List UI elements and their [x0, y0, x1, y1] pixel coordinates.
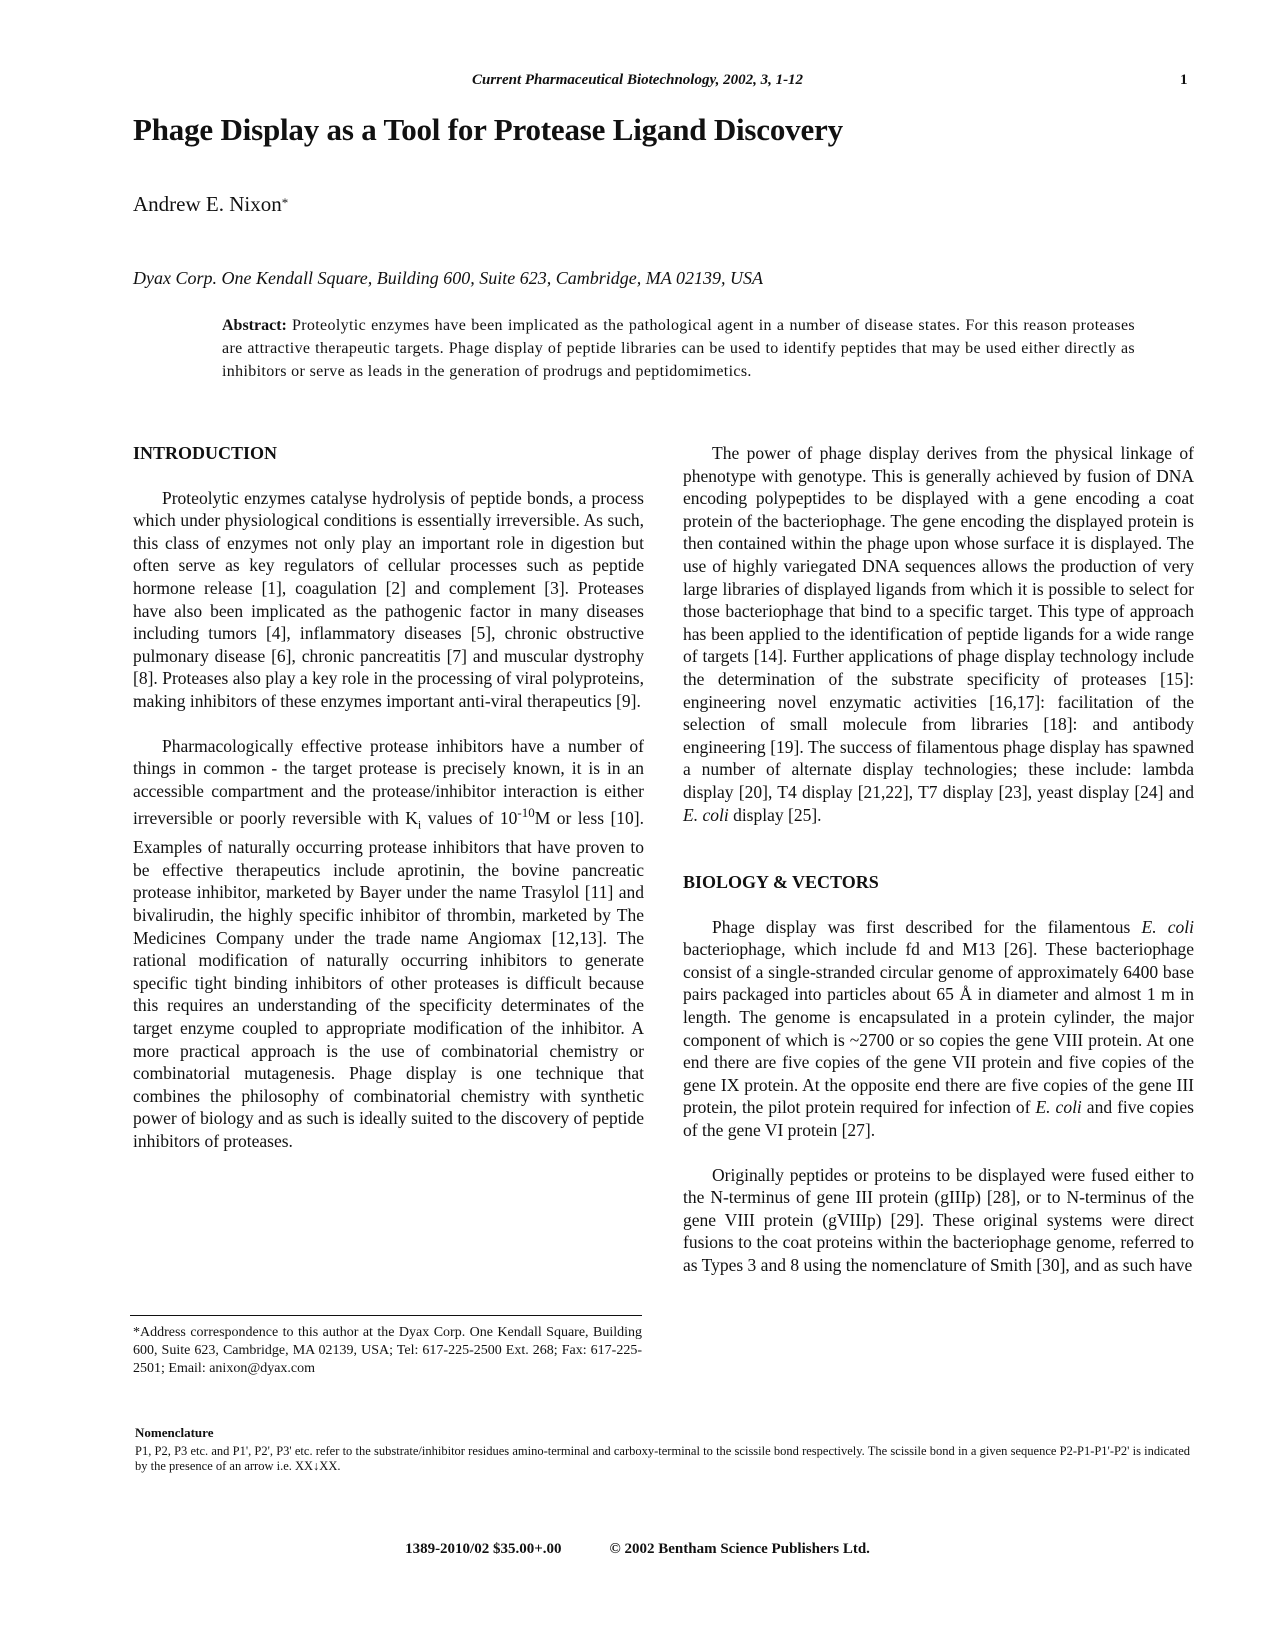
issn-price: 1389-2010/02 $35.00+.00	[405, 1541, 562, 1557]
author-line	[133, 192, 288, 217]
nomenclature-text: P1, P2, P3 etc. and P1', P2', P3' etc. refer to the substrate/inhibitor residues amino-terminal and carboxy-terminal to the scissile bond respectively. The scissile bond in a given sequence P2-P1-P1'-P2' is indicated by the presence of an arrow i.e. XX↓XX.	[135, 1444, 1190, 1473]
footnote-divider	[130, 1315, 642, 1316]
copyright: © 2002 Bentham Science Publishers Ltd.	[609, 1541, 870, 1557]
intro-paragraph-1: Proteolytic enzymes catalyse hydrolysis of peptide bonds, a process which under physiological conditions is essentially irreversible. As such, this class of enzymes not only play an important role in digestion but often serve as key regulators of cellular processes such as peptide hormone release [1], coagulation [2] and complement [3]. Proteases have also been implicated as the pathogenic factor in many diseases including tumors [4], inflammatory diseases [5], chronic obstructive pulmonary disease [6], chronic pancreatitis [7] and muscular dystrophy [8]. Proteases also play a key role in the processing of viral polyproteins, making inhibitors of these enzymes important anti-viral therapeutics [9].	[133, 487, 644, 711]
intro-paragraph-2: Pharmacologically effective protease inhibitors have a number of things in common - the target protease is precisely known, it is in an accessible compartment and the protease/inhibitor interaction is either irreversible or poorly reversible with $K_i$ values of $10^{-10}M$ or less [10]. Examples of naturally occurring protease inhibitors that have proven to be effective therapeutics include aprotinin, the bovine pancreatic protease inhibitor, marketed by Bayer under the name Trasylol [11] and bivalirudin, the highly specific inhibitor of thrombin, marketed by The Medicines Company under the trade name Angiomax [12,13]. The rational modification of naturally occurring inhibitors to generate specific tight binding inhibitors of other proteases is difficult because this requires an understanding of the specificity determinates of the target enzyme coupled to appropriate modification of the inhibitor. A more practical approach is the use of combinatorial chemistry or combinatorial mutagenesis. Phage display is one technique that combines the philosophy of combinatorial chemistry with synthetic power of biology and as such is ideally suited to the discovery of peptide inhibitors of proteases.	[133, 735, 644, 1151]
right-paragraph-1: The power of phage display derives from the physical linkage of phenotype with genotype. This is generally achieved by fusion of DNA encoding polypeptides to be displayed with a gene encoding a coat protein of the bacteriophage. The gene encoding the displayed protein is then contained within the phage upon whose surface it is displayed. The use of highly variegated DNA sequences allows the production of very large libraries of displayed ligands from which it is possible to select for those bacteriophage that bind to a specific target. This type of approach has been applied to the identification of peptide ligands for a wide range of targets [14]. Further applications of phage display technology include the determination of the substrate specificity of proteases [15]: engineering novel enzymatic activities [16,17]: facilitation of the selection of small molecule from libraries [18]: and antibody engineering [19]. The success of filamentous phage display has spawned a number of alternate display technologies; these include: lambda display [20], T4 display [21,22], T7 display [23], yeast display [24] and E. coli display [25].	[683, 443, 1194, 825]
affiliation: Dyax Corp. One Kendall Square, Building 600, Suite 623, Cambridge, MA 02139, USA	[133, 268, 763, 288]
nomenclature-title: Nomenclature	[135, 1425, 214, 1440]
correspondence-footnote: *Address correspondence to this author at the Dyax Corp. One Kendall Square, Building 600, Suite 623, Cambridge, MA 02139, USA; Tel: 617-225-2500 Ext. 268; Fax: 617-225-2501; Email: anixon@dyax.com	[133, 1325, 642, 1376]
page-number: 1	[1180, 72, 1188, 88]
biology-vectors-heading: BIOLOGY & VECTORS	[683, 872, 879, 893]
biology-paragraph-2: Originally peptides or proteins to be displayed were fused either to the N-terminus of gene III protein (gIIIp) [28], or to N-terminus of the gene VIII protein (gVIIIp) [29]. These original systems were direct fusions to the coat proteins within the bacteriophage genome, referred to as Types 3 and 8 using the nomenclature of Smith [30], and as such have	[683, 1164, 1194, 1275]
left-column	[133, 442, 644, 1153]
abstract-label: Abstract:	[222, 317, 287, 334]
article-title: Phage Display as a Tool for Protease Ligand Discovery	[133, 112, 843, 147]
introduction-heading: INTRODUCTION	[133, 443, 278, 463]
abstract-text: Proteolytic enzymes have been implicated as the pathological agent in a number of disease states. For this reason proteases are attractive therapeutic targets. Phage display of peptide libraries can be used to identify peptides that may be used either directly as inhibitors or serve as leads in the generation of prodrugs and peptidomimetics.	[222, 317, 1135, 380]
page-footer	[0, 1541, 1275, 1558]
journal-header: Current Pharmaceutical Biotechnology, 2002, 3, 1-12	[471, 72, 804, 88]
right-column	[683, 442, 1194, 1277]
correspondence-mark: *	[281, 195, 289, 210]
biology-paragraph-1: Phage display was first described for the filamentous E. coli bacteriophage, which include fd and M13 [26]. These bacteriophage consist of a single-stranded circular genome of approximately 6400 base pairs packaged into particles about 65 Å in diameter and almost 1 m in length. The genome is encapsulated in a protein cylinder, the major component of which is ~2700 or so copies the gene VIII protein. At one end there are five copies of the gene VII protein and five copies of the gene IX protein. At the opposite end there are five copies of the gene III protein, the pilot protein required for infection of E. coli and five copies of the gene VI protein [27].	[683, 916, 1194, 1141]
author-name: Andrew E. Nixon	[133, 192, 282, 216]
abstract	[222, 314, 1135, 383]
